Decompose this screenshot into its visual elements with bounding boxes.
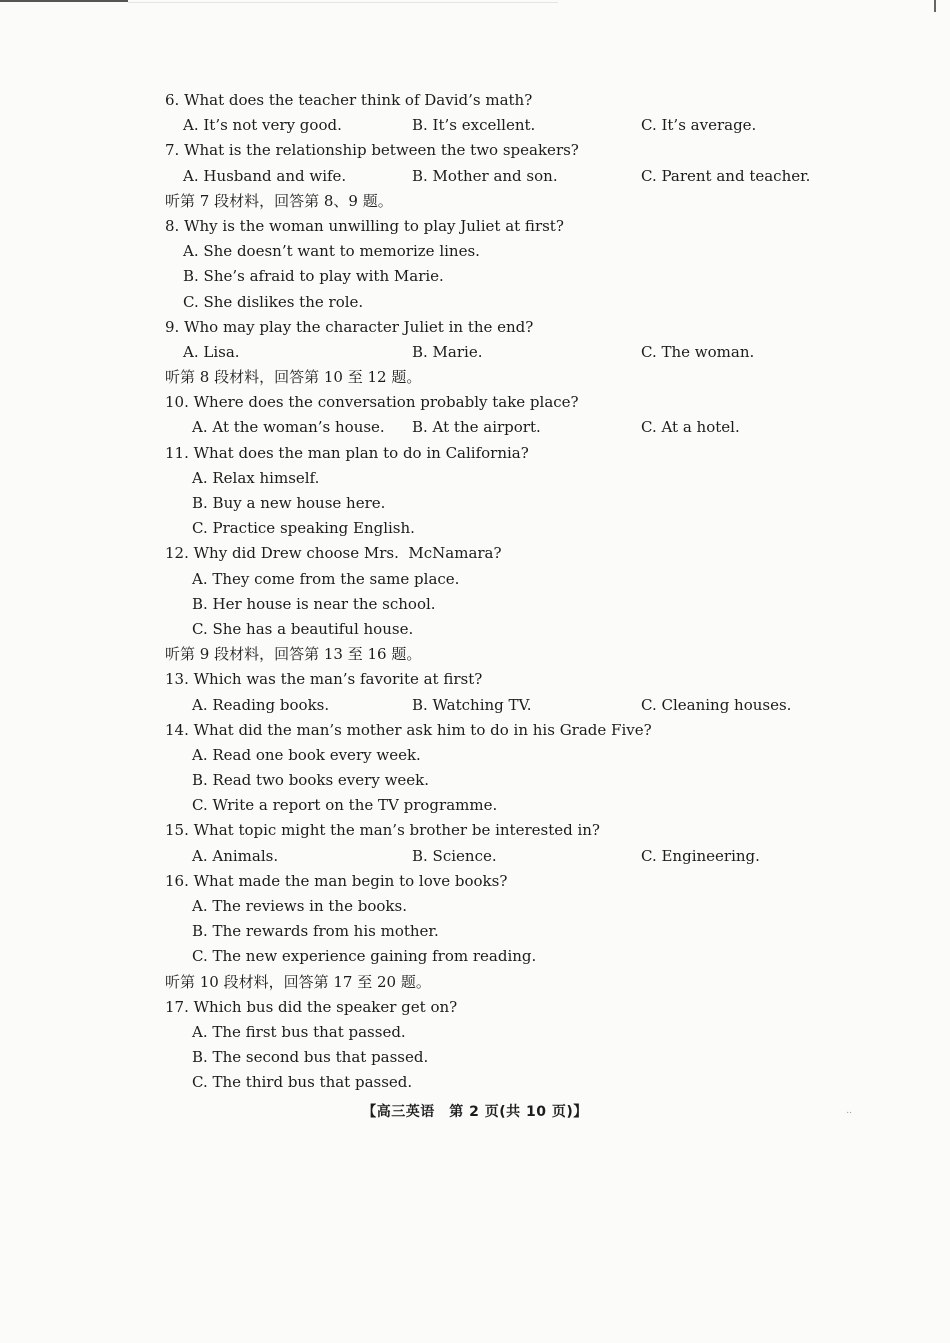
scan-edge-line	[0, 0, 128, 2]
option-b: B. At the airport.	[412, 418, 541, 437]
option-c: C. Practice speaking English.	[192, 519, 415, 538]
question-15-options	[165, 844, 825, 869]
option-a: A. They come from the same place.	[192, 569, 460, 588]
option-b: B. The rewards from his mother.	[192, 922, 439, 941]
question-6-options	[165, 113, 825, 138]
question-9: 9. Who may play the character Juliet in the end?	[165, 317, 534, 336]
option-a: A. It’s not very good.	[183, 116, 342, 135]
question-10-options	[165, 415, 825, 440]
question-10: 10. Where does the conversation probably take place?	[165, 393, 579, 412]
question-9-options	[165, 340, 825, 365]
section-heading-9: 听第 9 段材料，回答第 13 至 16 题。	[165, 645, 422, 664]
section-heading-10: 听第 10 段材料，回答第 17 至 20 题。	[165, 972, 431, 991]
section-heading-7: 听第 7 段材料，回答第 8、9 题。	[165, 191, 393, 210]
question-15: 15. What topic might the man’s brother be interested in?	[165, 821, 600, 840]
question-16: 16. What made the man begin to love books?	[165, 871, 508, 890]
option-c: C. It’s average.	[641, 116, 757, 135]
exam-page-content	[165, 88, 825, 1096]
option-a: A. Relax himself.	[192, 468, 320, 487]
option-c: C. Cleaning houses.	[641, 695, 792, 714]
option-b: B. She’s afraid to play with Marie.	[183, 267, 444, 286]
option-b: B. Mother and son.	[412, 166, 558, 185]
option-b: B. Marie.	[412, 342, 483, 361]
question-13: 13. Which was the man’s favorite at first?	[165, 670, 483, 689]
question-17: 17. Which bus did the speaker get on?	[165, 997, 458, 1016]
question-7: 7. What is the relationship between the two speakers?	[165, 141, 579, 160]
scan-dots: ..	[846, 1106, 852, 1116]
option-c: C. Engineering.	[641, 846, 760, 865]
option-a: A. Read one book every week.	[192, 745, 421, 764]
option-c: C. Parent and teacher.	[641, 166, 811, 185]
option-c: C. She has a beautiful house.	[192, 619, 414, 638]
option-c: C. She dislikes the role.	[183, 292, 364, 311]
option-c: C. The woman.	[641, 342, 755, 361]
question-6: 6. What does the teacher think of David’s math?	[165, 91, 533, 109]
option-c: C. The third bus that passed.	[192, 1073, 413, 1092]
option-b: B. Buy a new house here.	[192, 494, 386, 512]
option-c: C. Write a report on the TV programme.	[192, 796, 498, 815]
option-a: A. She doesn’t want to memorize lines.	[183, 242, 480, 261]
question-7-options	[165, 164, 825, 189]
option-a: A. The first bus that passed.	[192, 1022, 406, 1041]
section-heading-8: 听第 8 段材料，回答第 10 至 12 题。	[165, 368, 422, 387]
option-b: B. Read two books every week.	[192, 771, 430, 790]
page-footer: 【高三英语 第 2 页(共 10 页)】	[362, 1104, 588, 1120]
option-b: B. Science.	[412, 846, 497, 865]
option-a: A. The reviews in the books.	[192, 897, 407, 915]
scan-edge-line-faint	[128, 2, 558, 3]
question-8: 8. Why is the woman unwilling to play Juliet at first?	[165, 216, 564, 235]
option-a: A. Reading books.	[192, 695, 330, 714]
option-b: B. Her house is near the school.	[192, 594, 436, 613]
option-c: C. The new experience gaining from reading.	[192, 947, 537, 966]
option-a: A. At the woman’s house.	[192, 418, 385, 437]
option-a: A. Husband and wife.	[183, 166, 347, 185]
option-a: A. Lisa.	[183, 342, 240, 361]
option-b: B. It’s excellent.	[412, 116, 536, 135]
question-13-options	[165, 693, 825, 718]
question-12: 12. Why did Drew choose Mrs. McNamara?	[165, 544, 502, 563]
option-c: C. At a hotel.	[641, 418, 740, 437]
question-14: 14. What did the man’s mother ask him to do in his Grade Five?	[165, 720, 652, 739]
option-b: B. Watching TV.	[412, 695, 532, 714]
question-11: 11. What does the man plan to do in California?	[165, 443, 529, 462]
option-b: B. The second bus that passed.	[192, 1048, 429, 1067]
corner-mark	[934, 0, 944, 12]
option-a: A. Animals.	[192, 846, 279, 865]
